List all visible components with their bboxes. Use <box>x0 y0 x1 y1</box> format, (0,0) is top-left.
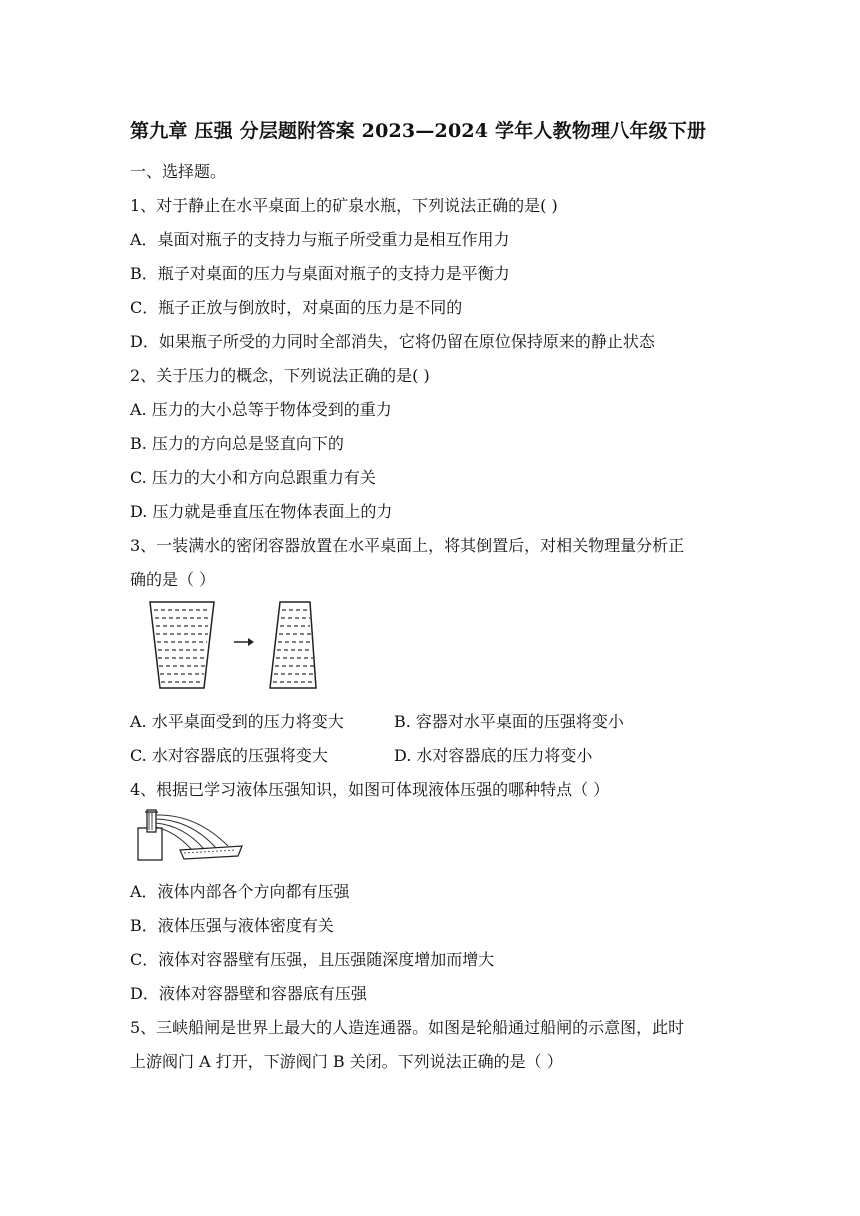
q1-option-d: D．如果瓶子所受的力同时全部消失，它将仍留在原位保持原来的静止状态 <box>130 332 655 351</box>
upright-container-drawing <box>150 602 214 688</box>
liquid-jet-figure <box>136 806 248 862</box>
q4-option-b: B．液体压强与液体密度有关 <box>130 916 334 935</box>
q3-option-b: B. 容器对水平桌面的压强将变小 <box>394 712 624 731</box>
q4-stem: 4、根据已学习液体压强知识，如图可体现液体压强的哪种特点（ ） <box>130 780 610 799</box>
q2-stem: 2、关于压力的概念，下列说法正确的是( ) <box>130 366 430 385</box>
q4-option-d: D．液体对容器壁和容器底有压强 <box>130 984 367 1003</box>
q4-option-a: A．液体内部各个方向都有压强 <box>130 882 350 901</box>
inverted-container-drawing <box>270 602 316 688</box>
q1-stem: 1、对于静止在水平桌面上的矿泉水瓶，下列说法正确的是( ) <box>130 196 558 215</box>
q2-option-a: A. 压力的大小总等于物体受到的重力 <box>130 400 392 419</box>
q2-option-c: C. 压力的大小和方向总跟重力有关 <box>130 468 376 487</box>
section-heading: 一、选择题。 <box>130 162 227 181</box>
q4-option-c: C．液体对容器壁有压强，且压强随深度增加而增大 <box>130 950 495 969</box>
q3-stem-line2: 确的是（ ） <box>130 570 216 589</box>
q1-option-b: B．瓶子对桌面的压力与桌面对瓶子的支持力是平衡力 <box>130 264 510 283</box>
q3-option-c: C. 水对容器底的压强将变大 <box>130 746 328 765</box>
q3-option-a: A. 水平桌面受到的压力将变大 <box>130 712 344 731</box>
document-title: 第九章 压强 分层题附答案 2023—2024 学年人教物理八年级下册 <box>130 120 707 142</box>
water-streams-drawing <box>156 815 228 850</box>
q2-option-d: D. 压力就是垂直压在物体表面上的力 <box>130 502 393 521</box>
q5-stem-line1: 5、三峡船闸是世界上最大的人造连通器。如图是轮船通过船闸的示意图，此时 <box>130 1018 685 1037</box>
tray-drawing <box>180 846 242 859</box>
q1-option-a: A．桌面对瓶子的支持力与瓶子所受重力是相互作用力 <box>130 230 510 249</box>
arrow-icon <box>234 638 254 646</box>
q3-option-d: D. 水对容器底的压力将变小 <box>394 746 593 765</box>
q2-option-b: B. 压力的方向总是竖直向下的 <box>130 434 344 453</box>
q3-stem-line1: 3、一装满水的密闭容器放置在水平桌面上，将其倒置后，对相关物理量分析正 <box>130 536 685 555</box>
water-container-drawing <box>138 810 162 860</box>
q5-stem-line2: 上游阀门 A 打开，下游阀门 B 关闭。下列说法正确的是（ ） <box>130 1052 563 1071</box>
container-inversion-figure <box>148 600 318 692</box>
q1-option-c: C．瓶子正放与倒放时，对桌面的压力是不同的 <box>130 298 463 317</box>
